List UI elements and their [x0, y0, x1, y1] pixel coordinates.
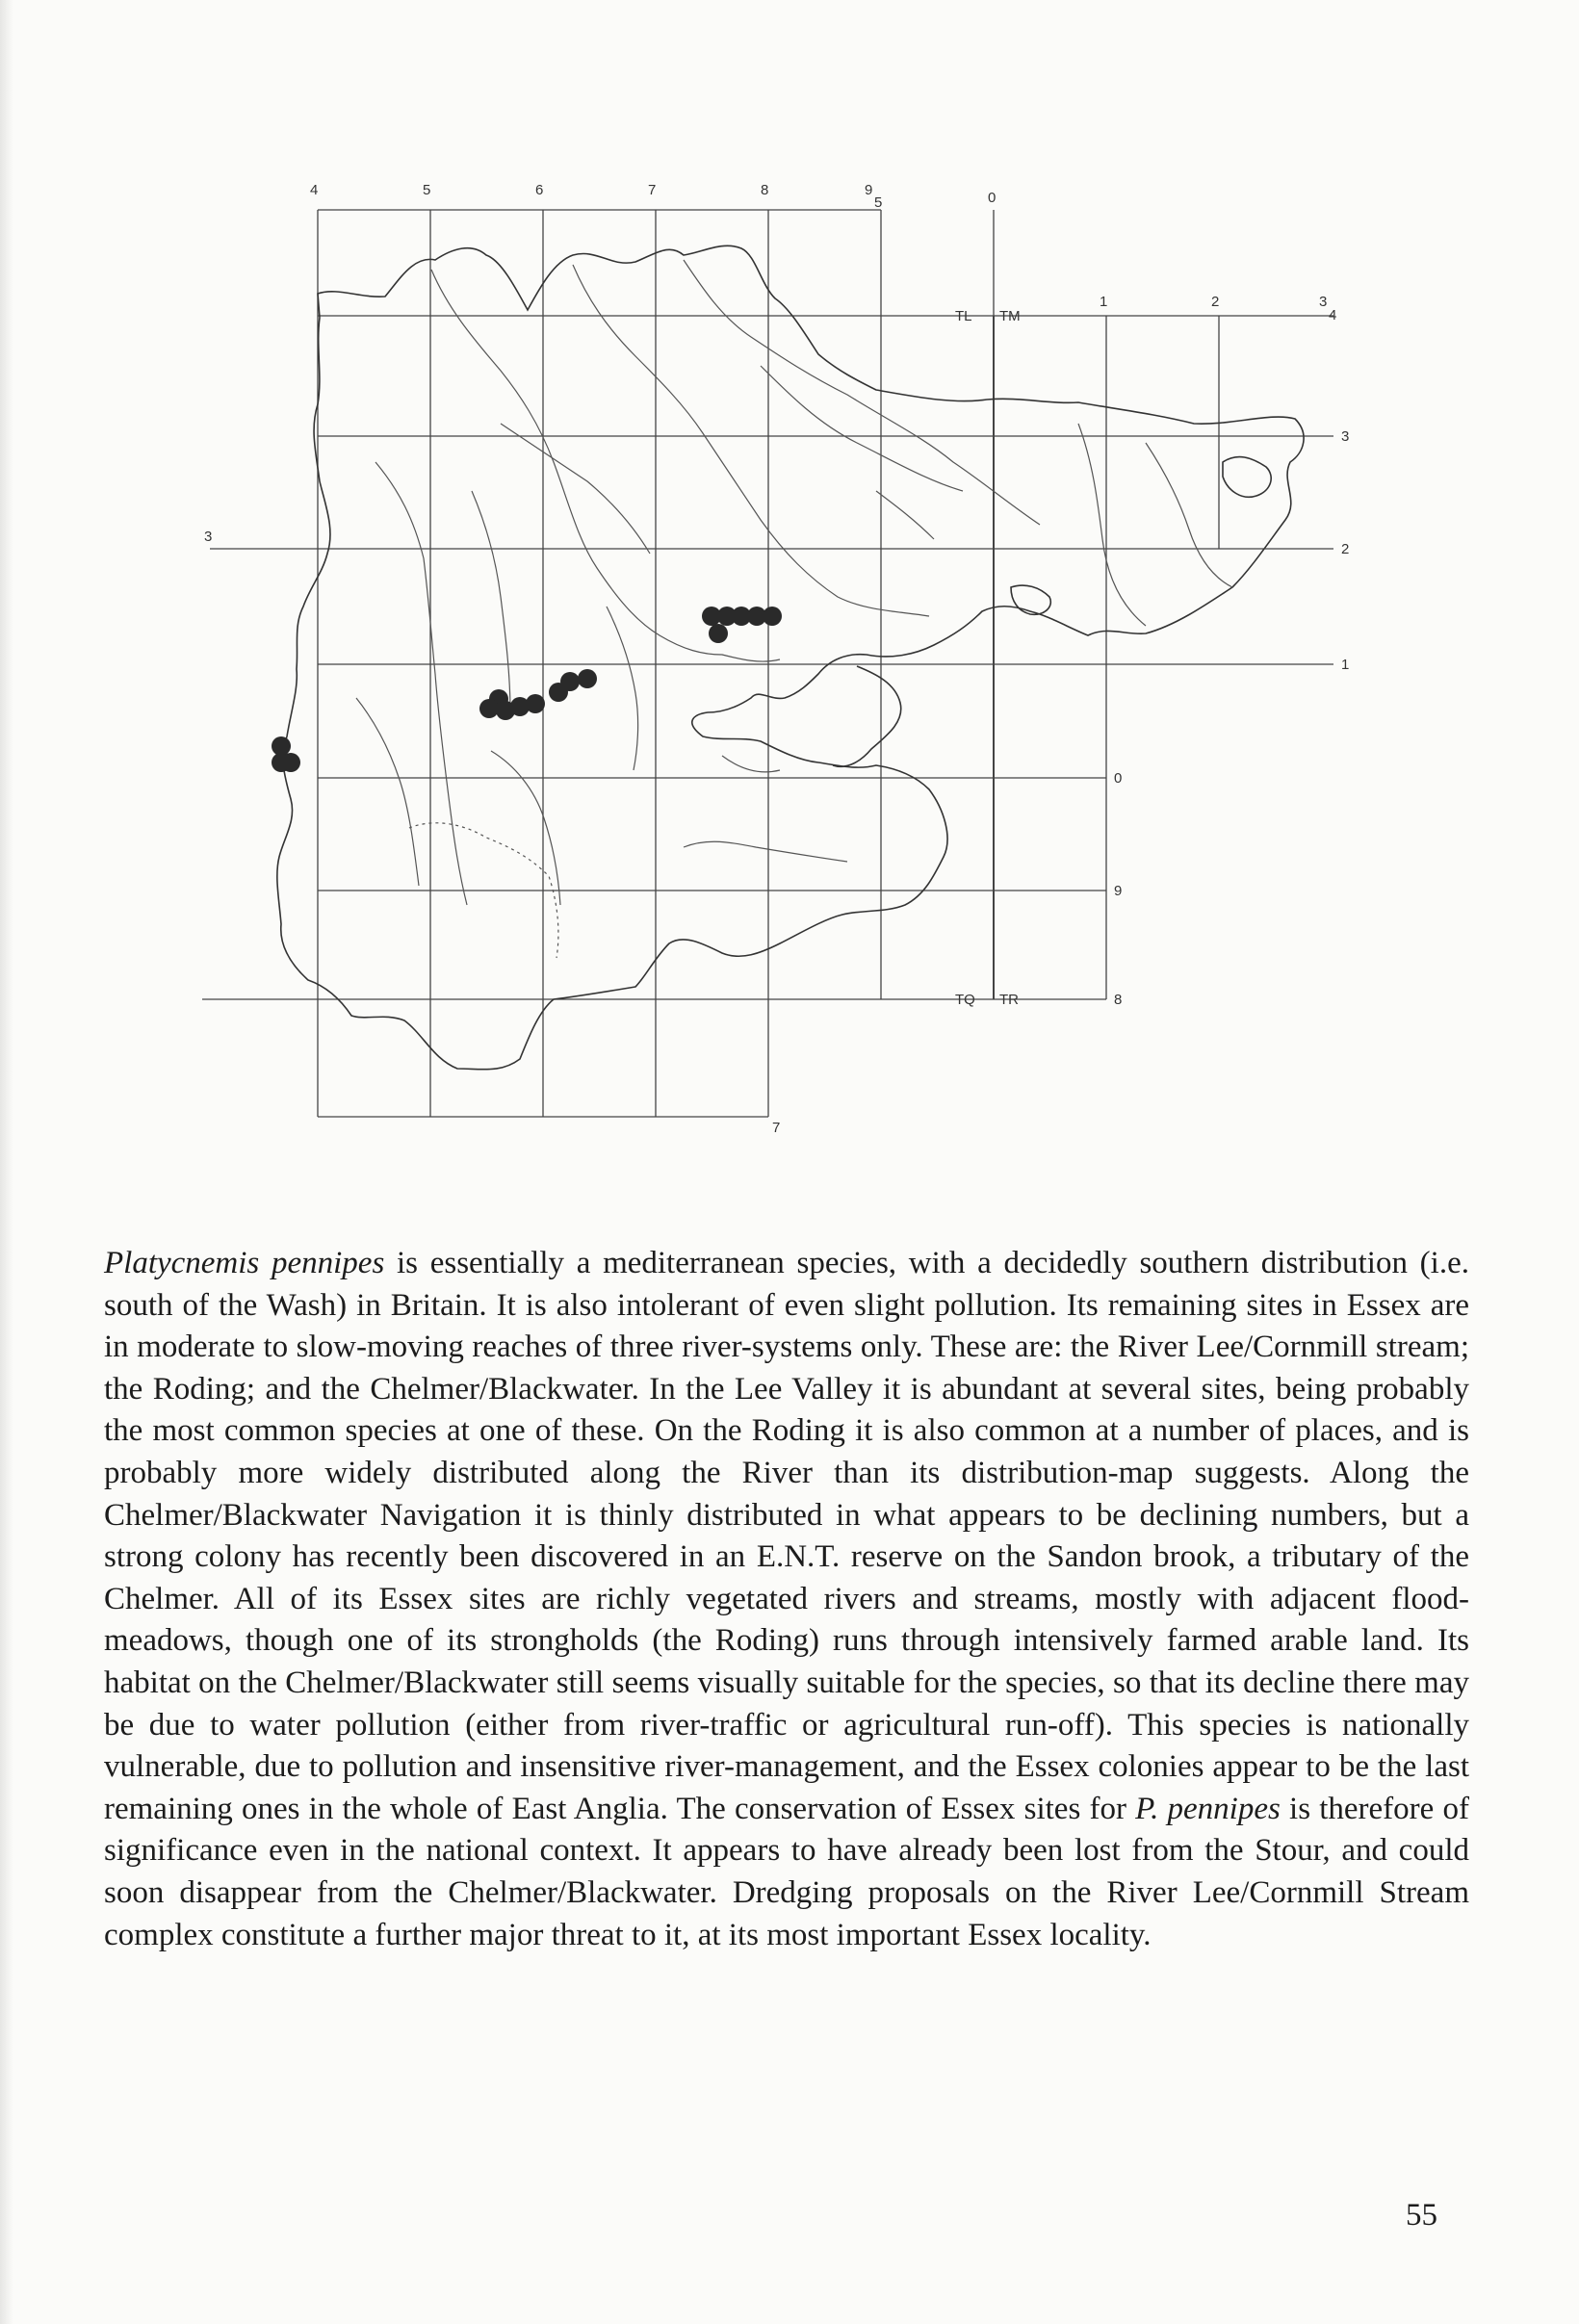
- tick-label: 3: [1341, 428, 1350, 445]
- tick-label: 6: [535, 182, 544, 198]
- tick-label: 0: [1114, 770, 1123, 787]
- tick-label: 2: [1211, 294, 1220, 310]
- tick-label: 4: [1329, 307, 1337, 323]
- tick-label: 1: [1341, 657, 1350, 673]
- record-dot: [281, 753, 300, 772]
- record-dot: [578, 669, 597, 688]
- body-paragraph-part2: is therefore of significance even in the national context. It appears to have already been lost from the Stour, and could soon disappear from the Chelmer/Blackwater. Dredging proposals on the River Lee/Cornmill Stream complex constitute a further major threat to it, at its most important Essex locality.: [104, 1791, 1469, 1952]
- map-grid: [202, 210, 1333, 1117]
- tick-label: 7: [772, 1120, 781, 1136]
- tick-label: 2: [1341, 541, 1350, 557]
- tick-label: 9: [865, 182, 873, 198]
- record-dot: [763, 607, 782, 626]
- tick-label: 4: [310, 182, 319, 198]
- square-label: TL: [955, 308, 972, 324]
- tick-label: 0: [988, 190, 997, 206]
- species-short-name: P. pennipes: [1135, 1791, 1281, 1826]
- tick-label: 1: [1100, 294, 1108, 310]
- rivers: [356, 260, 1232, 905]
- distribution-map: [183, 173, 1396, 1155]
- grid-labels: [204, 182, 1349, 1136]
- record-dot: [709, 624, 728, 643]
- tick-label: 8: [761, 182, 769, 198]
- tick-label: 3: [1319, 294, 1328, 310]
- tick-label: 3: [204, 529, 213, 545]
- square-label: TR: [999, 992, 1019, 1008]
- tick-label: 5: [423, 182, 431, 198]
- record-dot: [526, 694, 545, 713]
- tick-label: 8: [1114, 992, 1123, 1008]
- county-outline: [277, 245, 1304, 1070]
- tick-label: 9: [1114, 883, 1123, 899]
- page-number: 55: [1406, 2198, 1437, 2233]
- tick-label: 7: [648, 182, 657, 198]
- body-text: [104, 1243, 1469, 1956]
- square-label: TQ: [955, 992, 975, 1008]
- square-label: TM: [999, 308, 1021, 324]
- tick-label: 5: [874, 194, 883, 211]
- record-dot: [479, 699, 499, 718]
- species-name: Platycnemis pennipes: [104, 1246, 385, 1280]
- body-paragraph-part1: is essentially a mediterranean species, with a decidedly southern distribution (i.e. south of the Wash) in Britain. It is also intolerant of even slight pollution. Its remaining sites in Essex are in moderate to slow-moving reaches of three river-systems only. These are: the River Lee/Cornmill stream; the Roding; and the Chelmer/Blackwater. In the Lee Valley it is abundant at several sites, being probably the most common species at one of these. On the Roding it is also common at a number of places, and is probably more widely distributed along the River than its distribution-map suggests. Along the Chelmer/Blackwater Navigation it is thinly distributed in what appears to be declining numbers, but a strong colony has recently been discovered in an E.N.T. reserve on the Sandon brook, a tributary of the Chelmer. All of its Essex sites are richly vegetated rivers and streams, mostly with adjacent flood-meadows, though one of its strongholds (the Roding) runs through intensively farmed arable land. Its habitat on the Chelmer/Blackwater still seems visually suitable for the species, so that its decline there may be due to water pollution (either from river-traffic or agricultural run-off). This species is nationally vulnerable, due to pollution and insensitive river-management, and the Essex colonies appear to be the last remaining ones in the whole of East Anglia. The conservation of Essex sites for: [104, 1246, 1469, 1826]
- record-dot: [560, 672, 580, 691]
- page-edge-shadow: [0, 0, 13, 2324]
- record-dots: [272, 607, 782, 772]
